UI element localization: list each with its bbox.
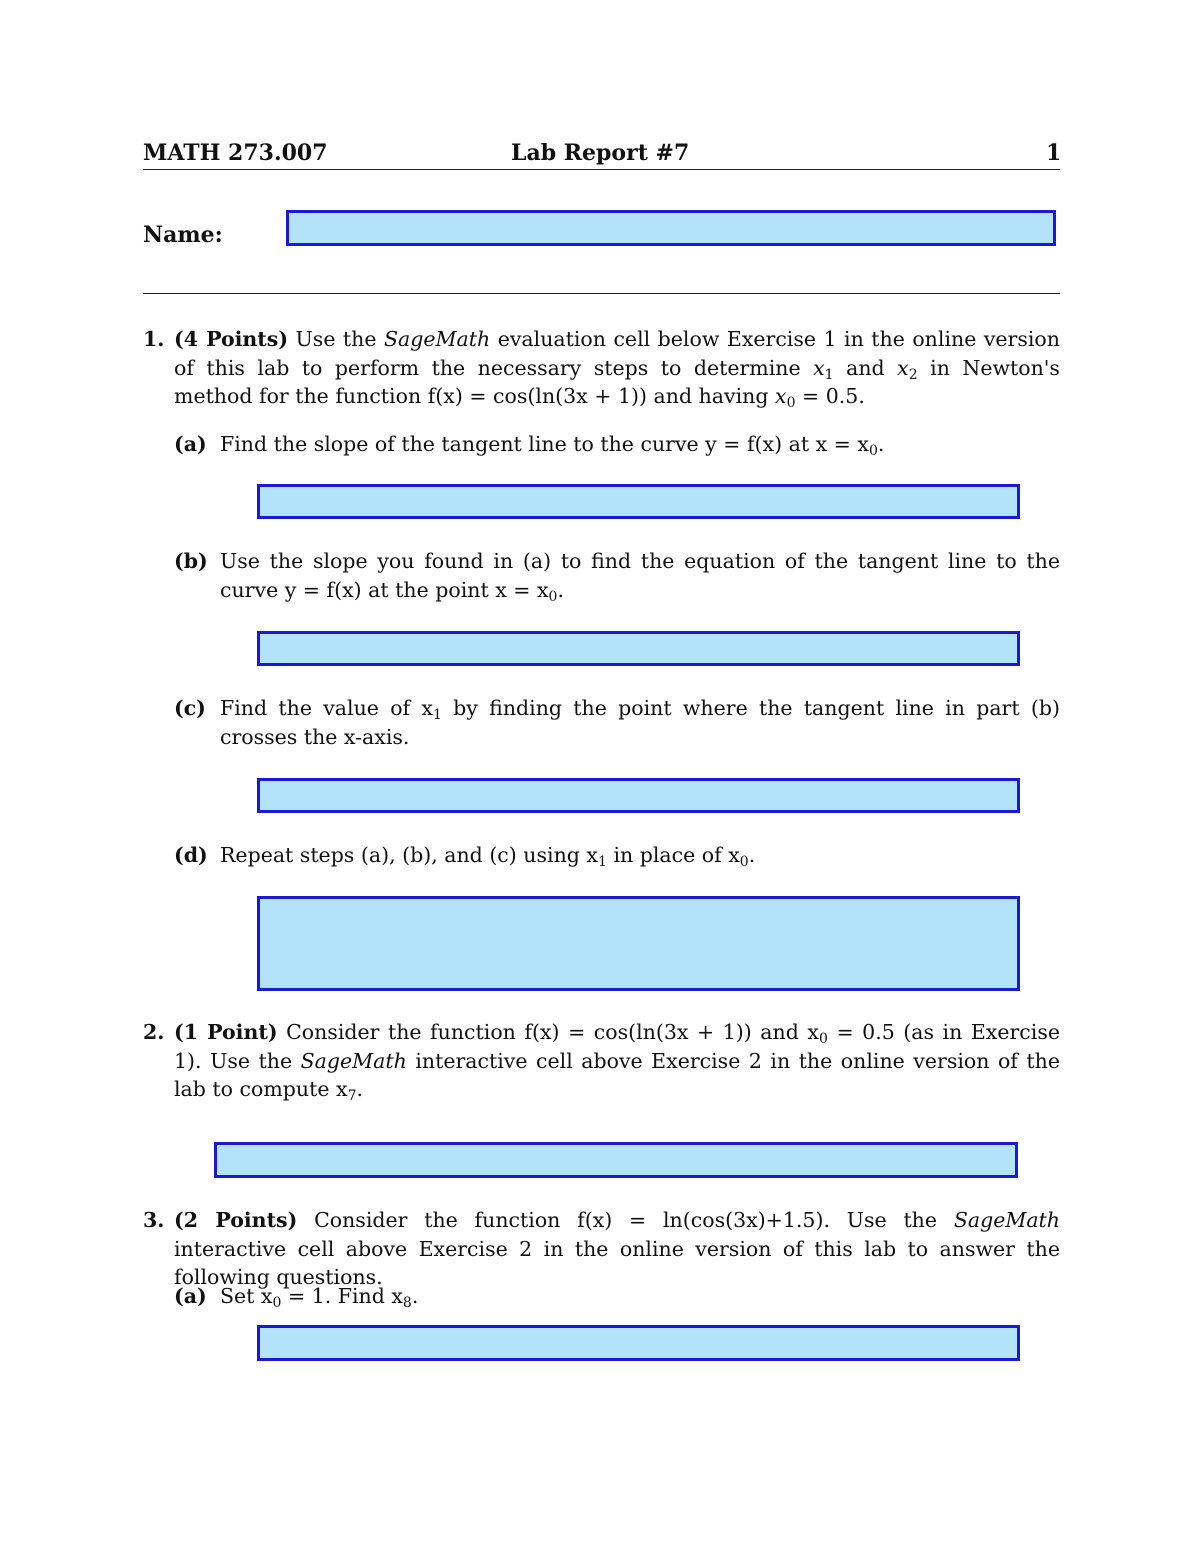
q1-part-a bbox=[174, 430, 1060, 459]
answer-1a[interactable] bbox=[257, 484, 1020, 519]
answer-1b[interactable] bbox=[257, 631, 1020, 666]
q3-app-name: SageMath bbox=[953, 1208, 1060, 1232]
q3a-label: (a) bbox=[174, 1284, 207, 1308]
q3-text-a: Consider the function f(x) = ln(cos(3x)+1.5). Use the bbox=[314, 1208, 938, 1232]
q1b-text: Use the slope you found in (a) to find the equation of the tangent line to the curve y = f(x) at the point x = x bbox=[220, 549, 1060, 602]
q2-text-b: = 0.5 (as in Exercise 1). Use the bbox=[174, 1020, 1060, 1073]
question-1-number: 1. bbox=[143, 327, 165, 351]
question-3 bbox=[143, 1206, 1060, 1292]
question-1-points: (4 Points) bbox=[174, 327, 289, 351]
q2-text-a: Consider the function f(x) = cos(ln(3x + 1)) and x bbox=[286, 1020, 819, 1044]
question-2 bbox=[143, 1018, 1060, 1104]
q1a-tail: . bbox=[877, 432, 885, 456]
question-3-number: 3. bbox=[143, 1208, 165, 1232]
sub-7: 7 bbox=[347, 1088, 357, 1104]
q1-x2: x bbox=[897, 355, 909, 380]
page-number: 1 bbox=[1046, 140, 1062, 166]
q1-having: and having bbox=[653, 384, 769, 408]
sub-0: 0 bbox=[818, 1031, 828, 1047]
q1d-text-a: Repeat steps (a), (b), and (c) using x bbox=[220, 843, 598, 867]
q1-part-c bbox=[174, 694, 1060, 751]
q1-x0: x bbox=[775, 384, 787, 408]
name-label: Name: bbox=[143, 222, 223, 248]
answer-3a[interactable] bbox=[257, 1325, 1020, 1361]
sub-0: 0 bbox=[786, 395, 796, 411]
lab-title: Lab Report #7 bbox=[511, 140, 690, 166]
sub-0: 0 bbox=[548, 588, 558, 605]
sub-0: 0 bbox=[739, 854, 749, 870]
q2-app-name: SageMath bbox=[300, 1048, 407, 1073]
q1a-text: Find the slope of the tangent line to the curve y = f(x) at x = x bbox=[220, 432, 869, 456]
course-code: MATH 273.007 bbox=[143, 140, 328, 166]
question-2-points: (1 Point) bbox=[174, 1020, 278, 1044]
q3a-text-b: = 1. Find x bbox=[287, 1284, 403, 1308]
sub-1: 1 bbox=[824, 366, 834, 383]
q1-text-post: evaluation cell below Exercise 1 in the online version of this lab to perform the necessary steps to determine bbox=[174, 327, 1060, 380]
q1c-text-b: by finding the point where the tangent line in part (b) crosses the x-axis. bbox=[220, 696, 1060, 749]
q1-x0-value: = 0.5. bbox=[802, 384, 865, 408]
q1-part-b bbox=[174, 547, 1060, 604]
q1-function: f(x) = cos(ln(3x + 1)) bbox=[427, 384, 647, 408]
answer-1c[interactable] bbox=[257, 778, 1020, 813]
q1a-label: (a) bbox=[174, 432, 207, 456]
q1d-text-b: in place of x bbox=[613, 843, 740, 867]
q1-text-mid: in Newton's method for the function bbox=[174, 355, 1060, 408]
q2-text-c: interactive cell above Exercise 2 in the online version of the lab to compute x bbox=[174, 1048, 1060, 1101]
q3-text-b: interactive cell above Exercise 2 in the online version of this lab to answer the following questions. bbox=[174, 1236, 1060, 1289]
q1c-text-a: Find the value of x bbox=[220, 696, 433, 720]
question-1 bbox=[143, 325, 1060, 411]
q3a-text-a: Set x bbox=[220, 1284, 273, 1308]
question-2-number: 2. bbox=[143, 1020, 165, 1044]
sub-2: 2 bbox=[908, 366, 918, 383]
q1c-label: (c) bbox=[174, 696, 206, 720]
q2-tail: . bbox=[356, 1077, 364, 1101]
sub-0: 0 bbox=[868, 443, 878, 459]
q1-text-pre: Use the bbox=[295, 327, 377, 351]
q3a-tail: . bbox=[411, 1284, 419, 1308]
q1d-tail: . bbox=[748, 843, 756, 867]
q1-app-name: SageMath bbox=[384, 327, 491, 351]
q1b-label: (b) bbox=[174, 549, 208, 573]
name-field[interactable] bbox=[286, 210, 1056, 246]
q1b-tail: . bbox=[557, 577, 564, 602]
q1-x1: x bbox=[813, 355, 825, 380]
sub-1: 1 bbox=[432, 707, 442, 723]
sub-8: 8 bbox=[402, 1295, 412, 1311]
answer-2[interactable] bbox=[214, 1142, 1018, 1178]
header-rule bbox=[143, 169, 1060, 170]
sub-0: 0 bbox=[272, 1295, 282, 1311]
question-3-points: (2 Points) bbox=[174, 1208, 298, 1232]
q1d-label: (d) bbox=[174, 843, 208, 867]
q3-part-a bbox=[174, 1282, 1060, 1311]
answer-1d[interactable] bbox=[257, 896, 1020, 991]
name-rule bbox=[143, 293, 1060, 294]
q1-and: and bbox=[846, 355, 885, 380]
q1-part-d bbox=[174, 841, 1060, 870]
sub-1: 1 bbox=[598, 854, 607, 870]
